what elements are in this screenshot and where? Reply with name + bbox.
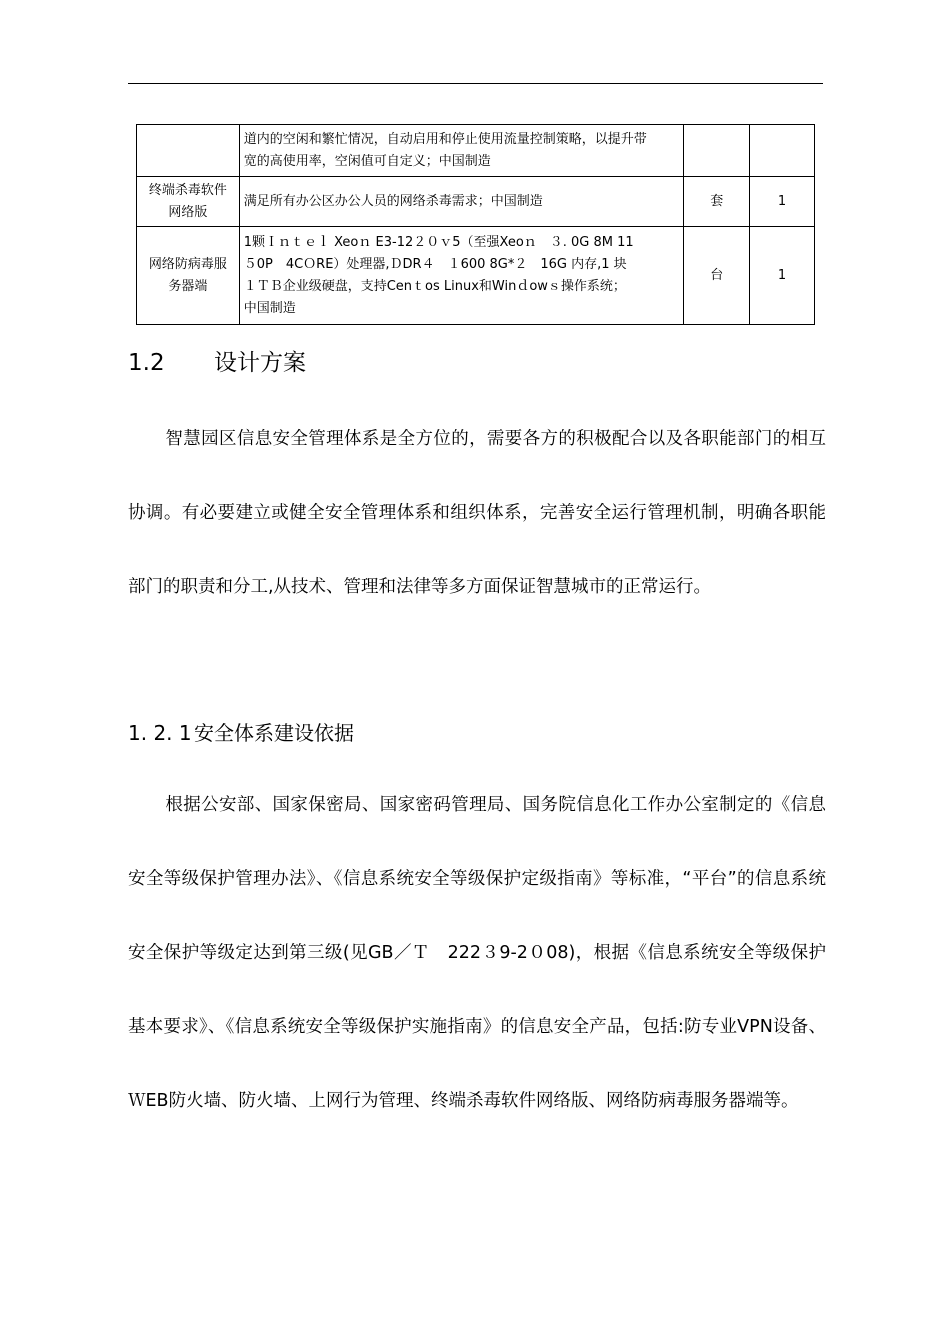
table-cell-unit: 套 xyxy=(684,177,750,227)
equipment-table xyxy=(136,124,815,325)
subsection-heading xyxy=(128,716,354,750)
table-row xyxy=(137,125,815,177)
table-cell-desc xyxy=(239,227,684,325)
cell-line: ５0P 4CＯRE）处理器,ＤDR４ １600 8G*２ 16G 内存,1 块 xyxy=(243,256,627,272)
paragraph-1-text: 智慧园区信息安全管理体系是全方位的，需要各方的积极配合以及各职能部门的相互协调。有必要建立或健全安全管理体系和组织体系，完善安全运行管理机制，明确各职能部门的职责和分工,从技术、管理和法律等多方面保证智慧城市的正常运行。 xyxy=(128,429,826,597)
cell-line: 终端杀毒软件 xyxy=(148,182,227,198)
cell-line: 网络版 xyxy=(168,204,208,220)
table-cell-qty: 1 xyxy=(750,227,815,325)
section-heading xyxy=(128,345,306,381)
section-number: 1.2 xyxy=(128,350,165,376)
paragraph-2-text: 根据公安部、国家保密局、国家密码管理局、国务院信息化工作办公室制定的《信息安全等级保护管理办法》、《信息系统安全等级保护定级指南》等标准，“平台”的信息系统安全保护等级定达到第三级(见GB／Ｔ 222３9-2０08)，根据《信息系统安全等级保护基本要求》、《信息系统安全等级保护实施指南》的信息安全产品，包括:防专业VPN设备、ＷEB防火墙、防火墙、上网行为管理、终端杀毒软件网络版、网络防病毒服务器端等。 xyxy=(128,795,826,1111)
cell-line: 务器端 xyxy=(168,278,208,294)
subsection-number: 1. 2. 1 xyxy=(128,721,192,745)
cell-line: 网络防病毒服 xyxy=(148,256,227,272)
table-cell-name xyxy=(137,227,240,325)
table-row xyxy=(137,177,815,227)
subsection-title: 安全体系建设依据 xyxy=(194,721,354,745)
cell-line: 满足所有办公区办公人员的网络杀毒需求；中国制造 xyxy=(243,193,543,209)
paragraph-1 xyxy=(128,402,826,624)
table-cell-desc xyxy=(239,125,684,177)
table-cell-unit: 台 xyxy=(684,227,750,325)
table-cell-qty: 1 xyxy=(750,177,815,227)
cell-line: １ＴＢ企业级硬盘，支持Cenｔos Linux和Winｄowｓ操作系统； xyxy=(243,278,626,294)
table-cell-desc xyxy=(239,177,684,227)
paragraph-2 xyxy=(128,768,826,1138)
header-rule xyxy=(128,83,823,84)
table-cell-qty xyxy=(750,125,815,177)
cell-line: 中国制造 xyxy=(243,300,296,316)
table-row xyxy=(137,227,815,325)
cell-line: 宽的高使用率，空闲值可自定义；中国制造 xyxy=(243,153,491,169)
table-cell-name xyxy=(137,177,240,227)
table-cell-unit xyxy=(684,125,750,177)
cell-line: 道内的空闲和繁忙情况，自动启用和停止使用流量控制策略，以提升带 xyxy=(243,131,647,147)
table-cell-name xyxy=(137,125,240,177)
cell-line: 1颗Ｉｎｔｅｌ Xeoｎ E3-12２０ｖ5（至强Xeoｎ ３. 0G 8M 11 xyxy=(243,234,634,250)
section-title: 设计方案 xyxy=(214,350,306,376)
